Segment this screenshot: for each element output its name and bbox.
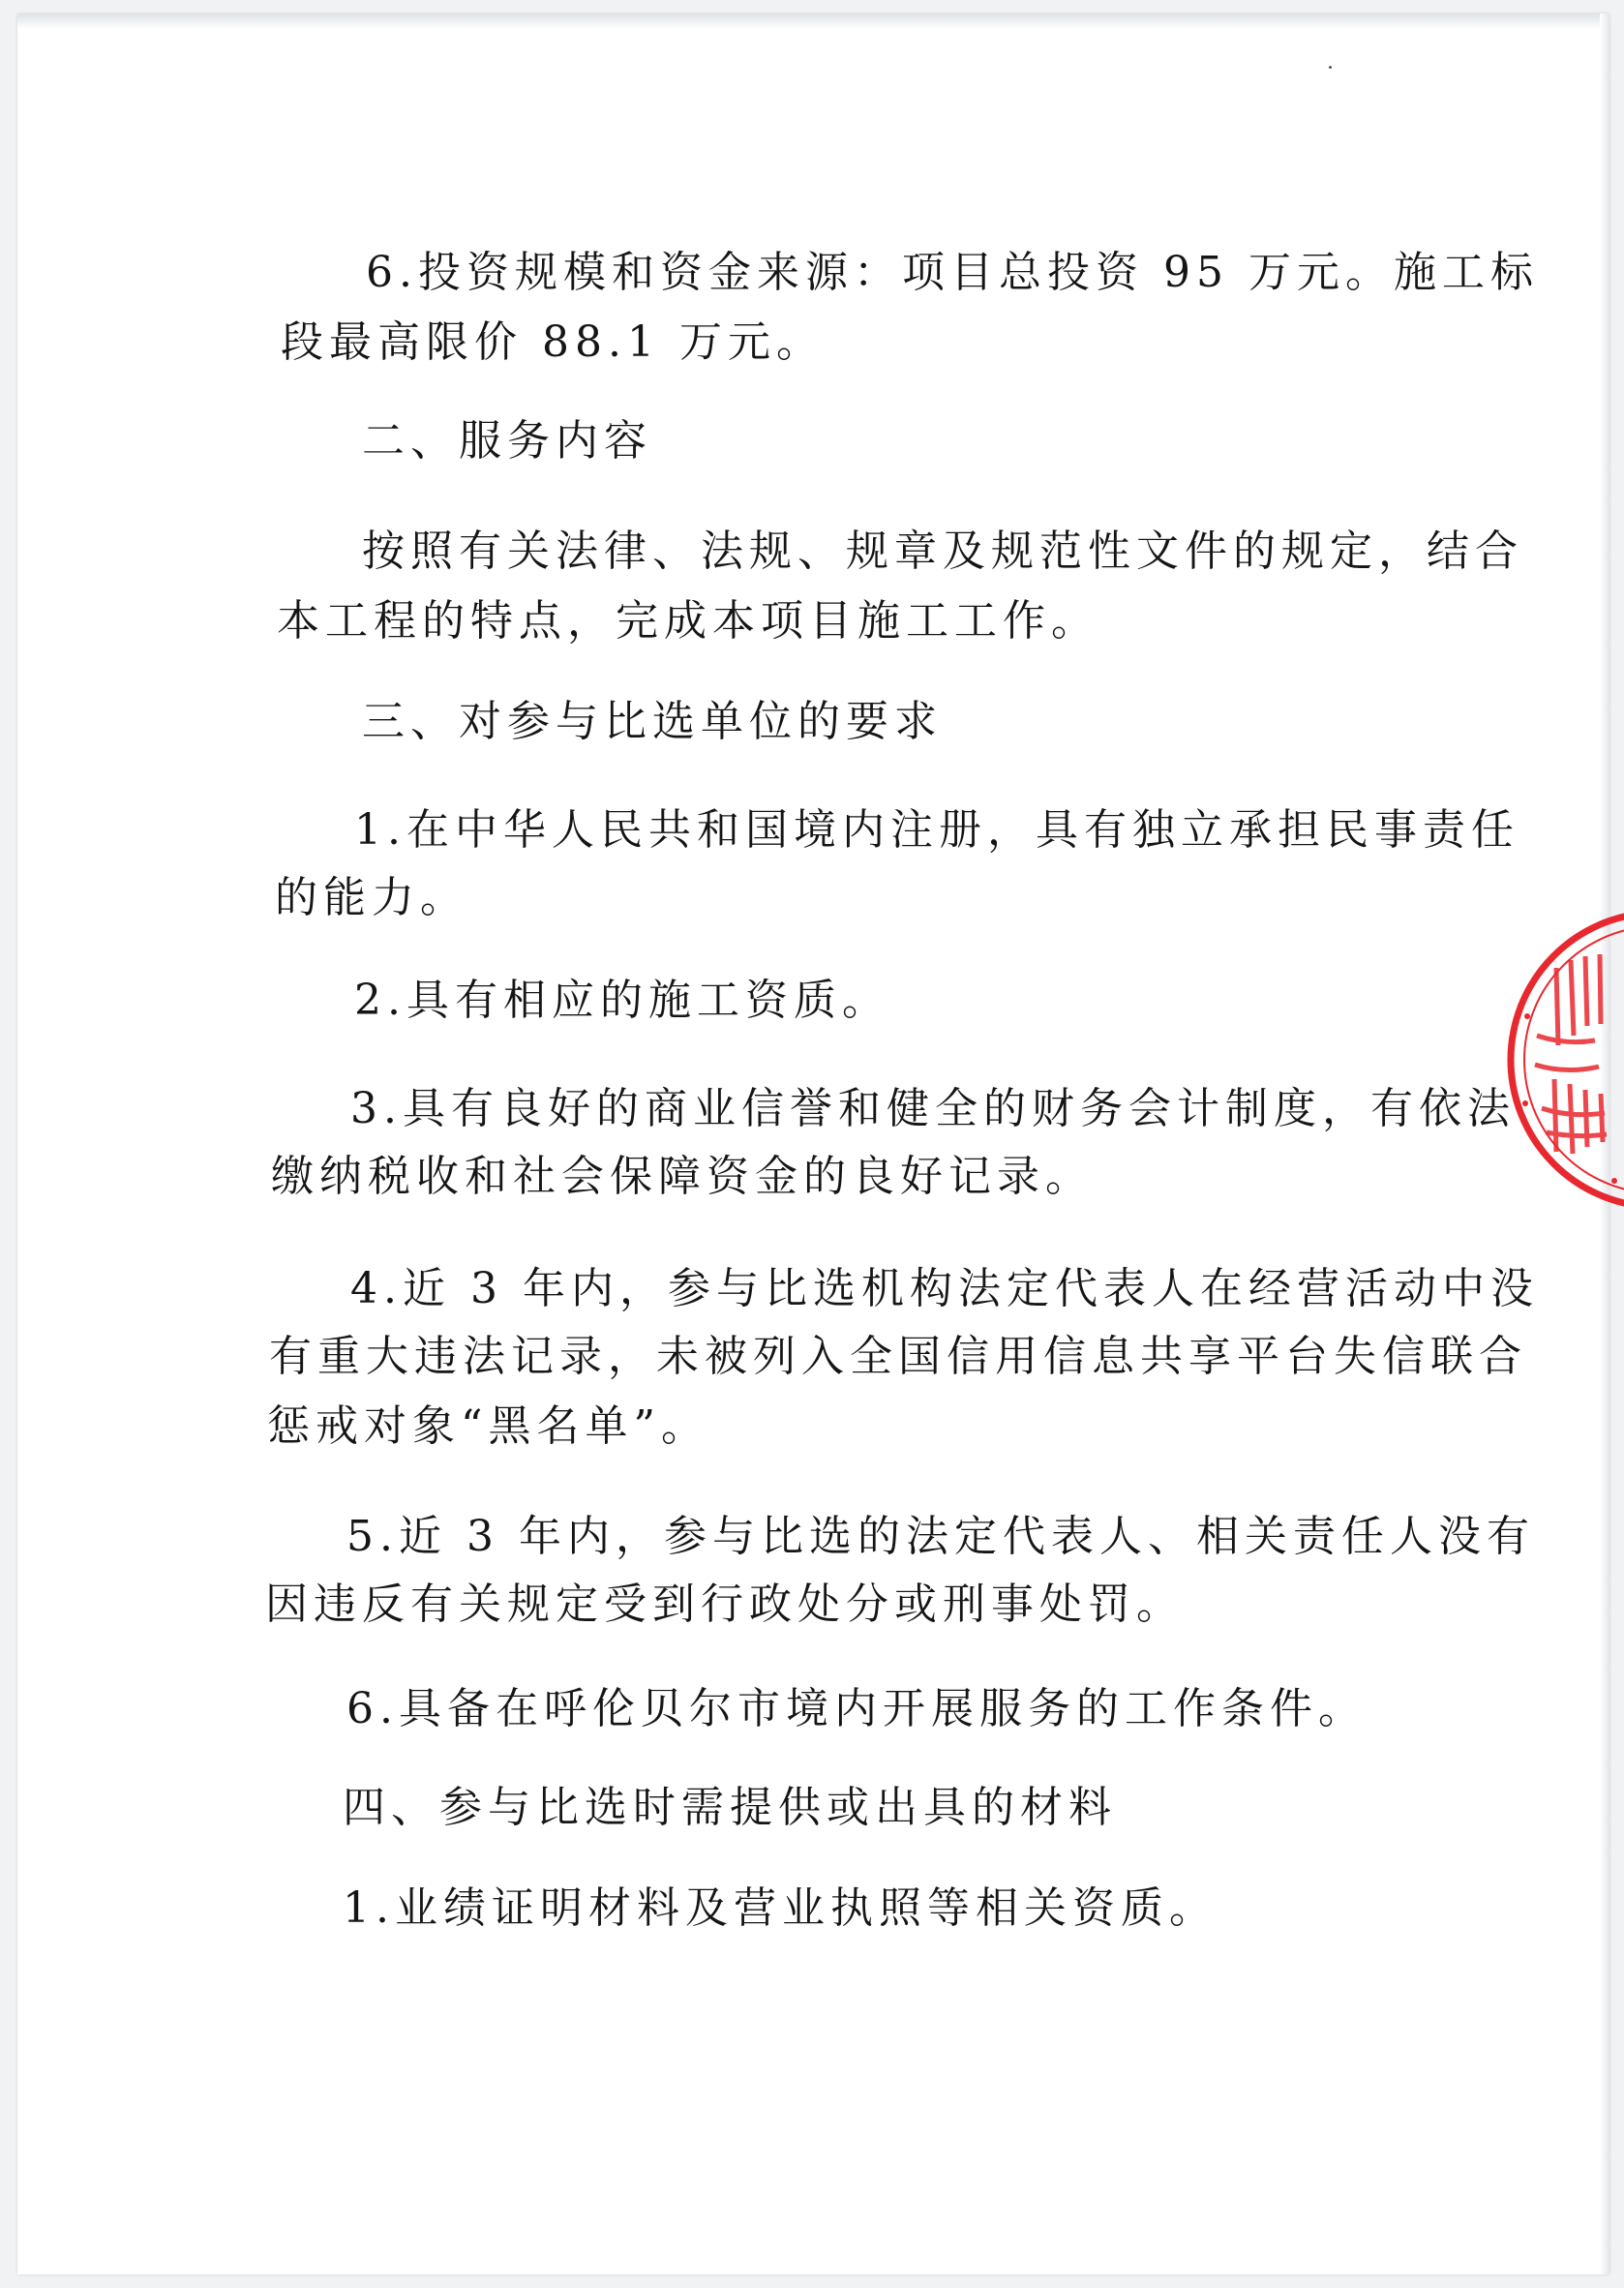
paragraph-line: 6.具备在呼伦贝尔市境内开展服务的工作条件。: [346, 1684, 1367, 1733]
seal-outer-ring: [1511, 913, 1624, 1207]
paragraph-line: 的能力。: [275, 873, 468, 922]
paragraph-line: 惩戒对象“黑名单”。: [267, 1401, 709, 1451]
paragraph-line: 缴纳税收和社会保障资金的良好记录。: [271, 1152, 1094, 1201]
paragraph-line: 4.近 3 年内，参与比选机构法定代表人在经营活动中没: [350, 1264, 1539, 1313]
paragraph-line: 段最高限价 88.1 万元。: [281, 317, 825, 367]
paragraph-line: 6.投资规模和资金来源：项目总投资 95 万元。施工标: [366, 248, 1539, 297]
paragraph-line: 2.具有相应的施工资质。: [354, 976, 890, 1025]
paragraph-line: 本工程的特点，完成本项目施工工作。: [277, 596, 1099, 646]
section-heading: 四、参与比选时需提供或出具的材料: [343, 1783, 1117, 1832]
paragraph-line: 因违反有关规定受到行政处分或刑事处罚。: [265, 1580, 1185, 1629]
paragraph-line: 1.在中华人民共和国境内注册，具有独立承担民事责任: [354, 805, 1519, 855]
scan-speck: [1329, 66, 1332, 69]
paragraph-line: 5.近 3 年内，参与比选的法定代表人、相关责任人没有: [346, 1512, 1535, 1561]
official-seal: [1498, 900, 1624, 1219]
paragraph-line: 按照有关法律、法规、规章及规范性文件的规定，结合: [362, 527, 1523, 576]
document-page: [17, 14, 1609, 2274]
scan-edge-top: [17, 14, 1609, 29]
section-heading: 二、服务内容: [362, 416, 652, 466]
paragraph-line: 有重大违法记录，未被列入全国信用信息共享平台失信联合: [269, 1332, 1527, 1381]
seal-script-marks: [1535, 954, 1607, 1154]
paragraph-line: 3.具有良好的商业信誉和健全的财务会计制度，有依法: [350, 1084, 1516, 1133]
paragraph-line: 1.业绩证明材料及营业执照等相关资质。: [343, 1883, 1218, 1933]
section-heading: 三、对参与比选单位的要求: [362, 697, 943, 746]
